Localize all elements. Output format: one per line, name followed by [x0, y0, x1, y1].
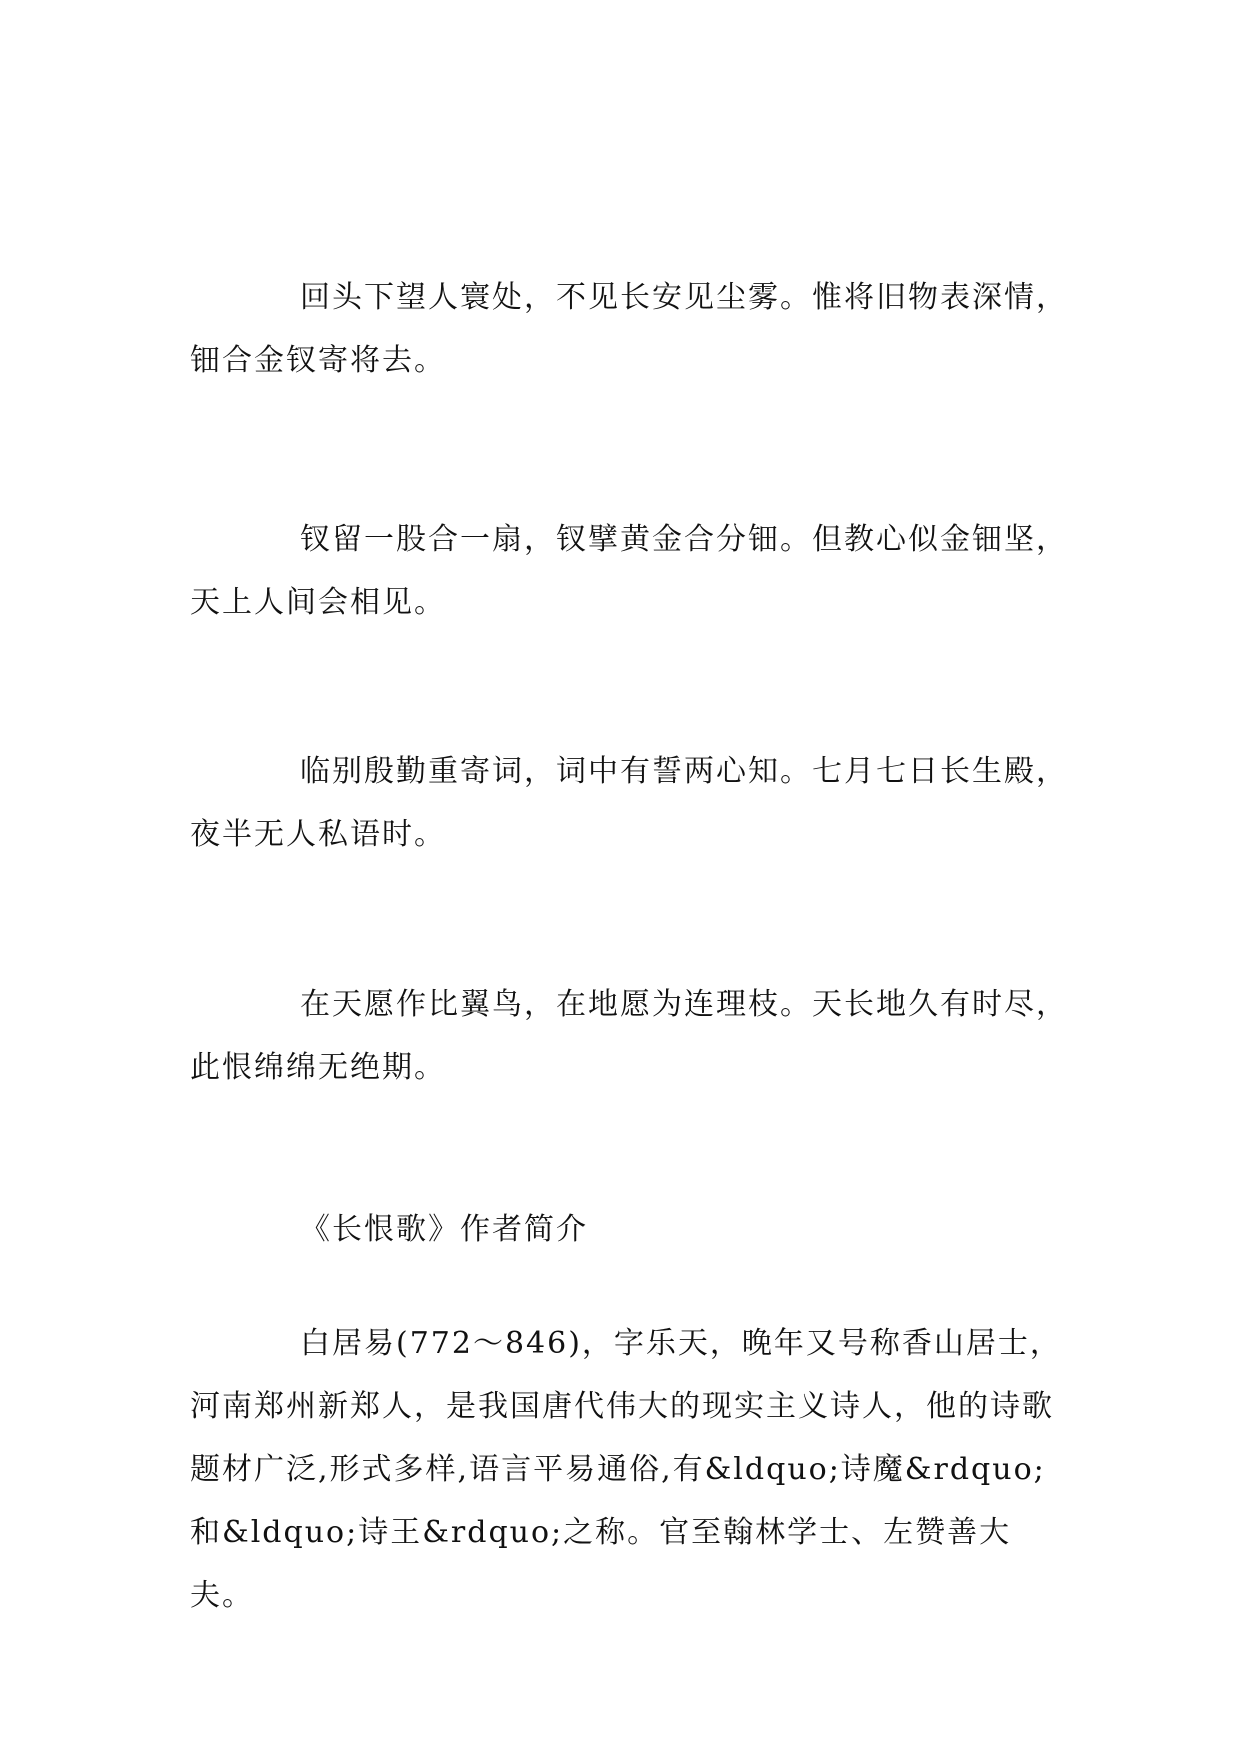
poem-stanza: 钗留一股合一扇，钗擘黄金合分钿。但教心似金钿坚，天上人间会相见。	[190, 522, 1068, 620]
poem-stanza: 在天愿作比翼鸟，在地愿为连理枝。天长地久有时尽，此恨绵绵无绝期。	[190, 987, 1068, 1085]
section-heading: 《长恨歌》作者简介	[300, 1212, 588, 1247]
poem-stanza: 回头下望人寰处，不见长安见尘雾。惟将旧物表深情，钿合金钗寄将去。	[190, 280, 1068, 378]
author-bio-paragraph: 白居易(772～846)，字乐天，晚年又号称香山居士，河南郑州新郑人，是我国唐代伟大的现实主义诗人，他的诗歌题材广泛,形式多样,语言平易通俗,有&ldquo;诗魔&rdquo;和&ldquo;诗王&rdquo;之称。官至翰林学士、左赞善大夫。	[190, 1326, 1062, 1613]
poem-stanza: 临别殷勤重寄词，词中有誓两心知。七月七日长生殿，夜半无人私语时。	[190, 754, 1068, 852]
